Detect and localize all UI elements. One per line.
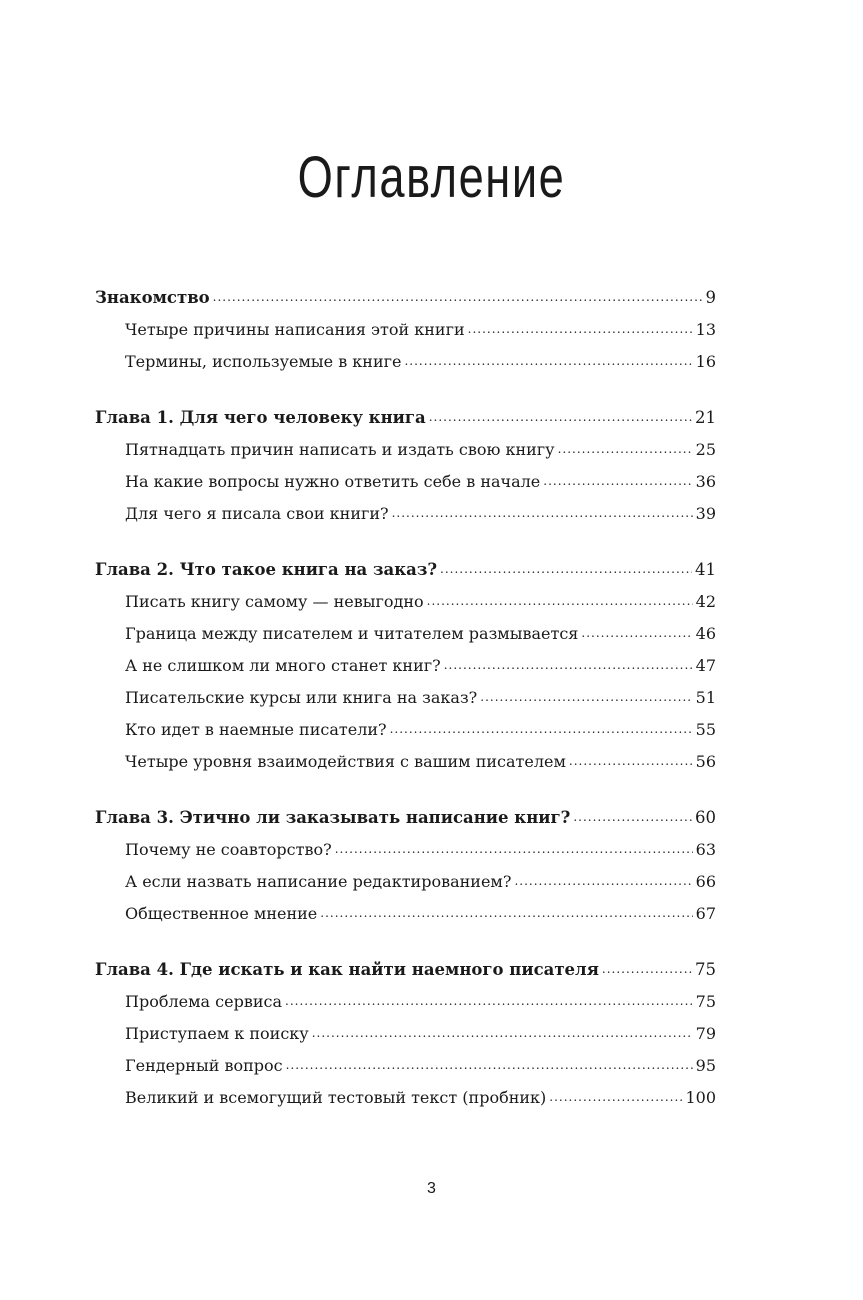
toc-sub-entry[interactable] [95,618,716,650]
toc-entry-label: Глава 4. Где искать и как найти наемного писателя [95,960,599,979]
toc-entry-label: Знакомство [95,288,210,307]
dot-leader [404,351,692,367]
toc-entry-page: 66 [695,872,716,891]
toc-section-intro [95,282,716,378]
dot-leader [468,319,693,335]
toc-sub-entry[interactable] [95,1082,716,1114]
toc-entry-page: 25 [695,440,716,459]
dot-leader [543,471,692,487]
toc-entry-label: Глава 2. Что такое книга на заказ? [95,560,438,579]
toc-sub-entry[interactable] [95,866,716,898]
table-of-contents [95,282,716,1138]
toc-sub-entry[interactable] [95,1050,716,1082]
dot-leader [440,559,692,576]
toc-sub-entry[interactable] [95,586,716,618]
dot-leader [573,807,692,824]
toc-entry-label: Приступаем к поиску [125,1024,309,1043]
toc-entry-label: Проблема сервиса [125,992,283,1011]
toc-chapter-entry[interactable] [95,282,716,314]
toc-sub-entry[interactable] [95,682,716,714]
dot-leader [390,719,693,735]
toc-section-chapter-1 [95,402,716,530]
toc-entry-label: Глава 1. Для чего человеку книга [95,408,426,427]
toc-entry-label: Пятнадцать причин написать и издать свою книгу [125,440,555,459]
toc-entry-label: На какие вопросы нужно ответить себе в начале [125,472,541,491]
dot-leader [444,655,693,671]
dot-leader [213,287,703,304]
toc-sub-entry[interactable] [95,1018,716,1050]
toc-entry-label: Граница между писателем и читателем размывается [125,624,579,643]
dot-leader [285,991,693,1007]
toc-entry-page: 16 [695,352,716,371]
toc-chapter-entry[interactable] [95,402,716,434]
toc-sub-entry[interactable] [95,650,716,682]
dot-leader [558,439,693,455]
toc-entry-label: Для чего я писала свои книги? [125,504,389,523]
dot-leader [286,1055,693,1071]
toc-entry-page: 39 [695,504,716,523]
toc-entry-page: 67 [695,904,716,923]
toc-sub-entry[interactable] [95,346,716,378]
dot-leader [602,959,692,976]
toc-entry-page: 100 [685,1088,716,1107]
toc-entry-page: 42 [695,592,716,611]
toc-entry-label: Общественное мнение [125,904,318,923]
toc-entry-page: 51 [695,688,716,707]
toc-entry-page: 60 [695,808,716,827]
toc-entry-page: 95 [695,1056,716,1075]
dot-leader [335,839,693,855]
toc-entry-label: Глава 3. Этично ли заказывать написание книг? [95,808,571,827]
toc-chapter-entry[interactable] [95,554,716,586]
toc-entry-page: 9 [705,288,716,307]
page-number: 3 [427,1180,436,1197]
toc-sub-entry[interactable] [95,498,716,530]
toc-entry-page: 36 [695,472,716,491]
toc-sub-entry[interactable] [95,434,716,466]
dot-leader [549,1087,682,1103]
toc-entry-page: 79 [695,1024,716,1043]
page-title: Оглавление [297,145,566,210]
toc-entry-label: А не слишком ли много станет книг? [125,656,441,675]
toc-entry-page: 75 [695,992,716,1011]
toc-entry-page: 41 [695,560,716,579]
toc-entry-page: 75 [695,960,716,979]
toc-entry-label: Гендерный вопрос [125,1056,283,1075]
toc-entry-page: 21 [695,408,716,427]
dot-leader [320,903,692,919]
toc-entry-label: Четыре уровня взаимодействия с вашим писателем [125,752,566,771]
toc-entry-page: 47 [695,656,716,675]
toc-entry-page: 13 [695,320,716,339]
toc-entry-label: Почему не соавторство? [125,840,332,859]
dot-leader [581,623,692,639]
dot-leader [480,687,692,703]
toc-section-chapter-2 [95,554,716,778]
toc-entry-label: Писательские курсы или книга на заказ? [125,688,478,707]
dot-leader [392,503,693,519]
toc-entry-page: 46 [695,624,716,643]
toc-entry-page: 55 [695,720,716,739]
toc-sub-entry[interactable] [95,898,716,930]
toc-entry-label: Четыре причины написания этой книги [125,320,465,339]
dot-leader [427,591,693,607]
dot-leader [514,871,692,887]
toc-sub-entry[interactable] [95,466,716,498]
toc-entry-page: 63 [695,840,716,859]
dot-leader [312,1023,693,1039]
toc-section-chapter-3 [95,802,716,930]
toc-sub-entry[interactable] [95,314,716,346]
toc-entry-label: Термины, используемые в книге [125,352,402,371]
toc-entry-page: 56 [695,752,716,771]
toc-entry-label: Писать книгу самому — невыгодно [125,592,424,611]
toc-chapter-entry[interactable] [95,954,716,986]
toc-entry-label: А если назвать написание редактированием? [125,872,512,891]
dot-leader [569,751,693,767]
toc-entry-label: Великий и всемогущий тестовый текст (пробник) [125,1088,547,1107]
toc-chapter-entry[interactable] [95,802,716,834]
toc-sub-entry[interactable] [95,714,716,746]
toc-section-chapter-4 [95,954,716,1114]
toc-sub-entry[interactable] [95,746,716,778]
toc-sub-entry[interactable] [95,986,716,1018]
dot-leader [429,407,692,424]
toc-entry-label: Кто идет в наемные писатели? [125,720,387,739]
toc-sub-entry[interactable] [95,834,716,866]
